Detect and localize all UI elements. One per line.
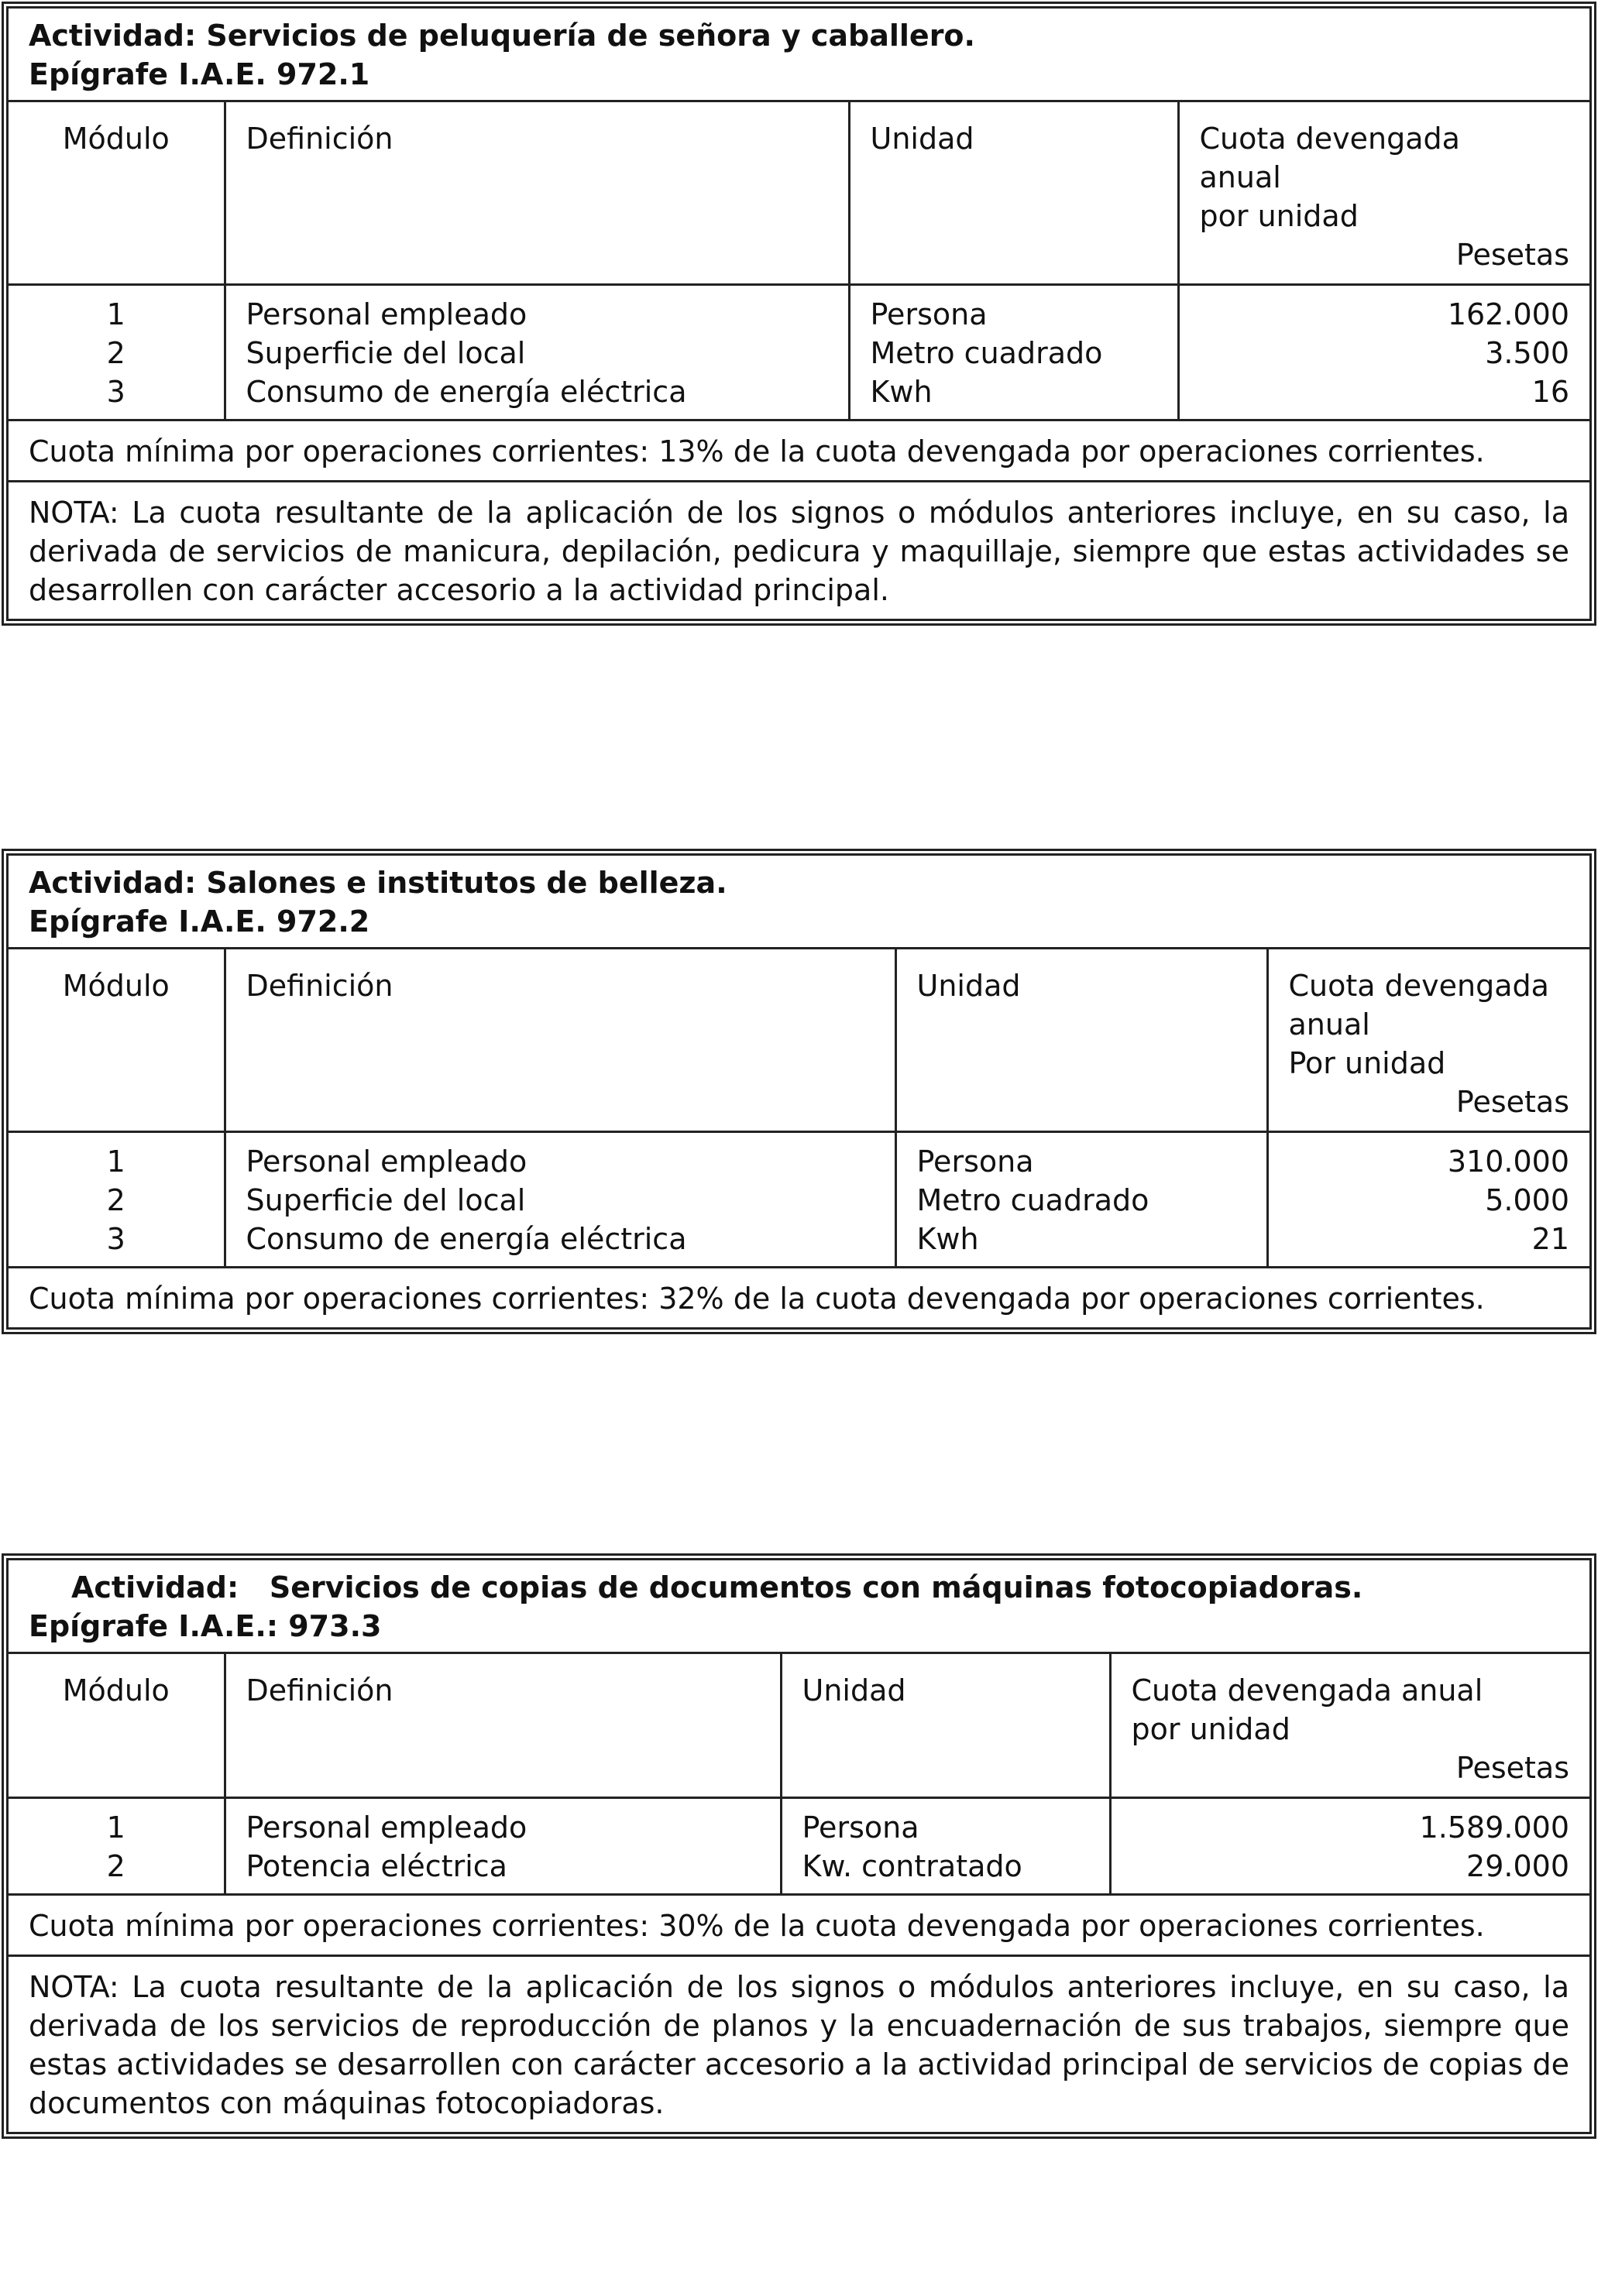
nota: NOTA: La cuota resultante de la aplicación de los signos o módulos anteriores incluye, en su caso, la derivada de servicios de manicura, depilación, pedicura y maquillaje, siempre que estas actividades se desarrollen con carácter accesorio a la actividad principal.: [9, 480, 1589, 619]
cell-definicion: Superficie del local: [246, 336, 526, 370]
cell-unidad: Kwh: [870, 375, 933, 409]
actividad-title: Actividad: Salones e institutos de belleza.: [29, 866, 727, 900]
cell-definicion: Superficie del local: [246, 1183, 526, 1217]
cell-cuota: 310.000: [1447, 1145, 1569, 1179]
cell-definicion: Consumo de energía eléctrica: [246, 1222, 687, 1256]
table-row: [9, 1132, 1589, 1267]
cell-definicion: Consumo de energía eléctrica: [246, 375, 687, 409]
col-modulo: Módulo: [9, 102, 225, 285]
col-unidad: Unidad: [895, 949, 1267, 1132]
column-headers: [9, 102, 1589, 285]
table-header: [9, 856, 1589, 949]
cell-definicion: Personal empleado: [246, 1145, 527, 1179]
col-cuota-line: Por unidad: [1288, 1046, 1446, 1080]
cell-unidad: Kwh: [916, 1222, 979, 1256]
cell-modulo: 2: [106, 1183, 125, 1217]
col-modulo: Módulo: [9, 1654, 225, 1798]
cell-unidad: Metro cuadrado: [916, 1183, 1149, 1217]
cell-definicion: Personal empleado: [246, 1810, 527, 1845]
col-unidad: Unidad: [781, 1654, 1110, 1798]
col-unidad: Unidad: [849, 102, 1178, 285]
table-header: [9, 1560, 1589, 1654]
cell-definicion: Potencia eléctrica: [246, 1849, 507, 1883]
col-cuota-line: Cuota devengada: [1199, 122, 1460, 156]
actividad-title: Actividad: Servicios de peluquería de señora y caballero.: [29, 19, 975, 53]
nota: NOTA: La cuota resultante de la aplicación de los signos o módulos anteriores incluye, en su caso, la derivada de los servicios de reproducción de planos y la encuadernación de sus trabajos, siempre que estas actividades se desarrollen con carácter accesorio a la actividad principal de servicios de copias de documentos con máquinas fotocopiadoras.: [9, 1955, 1589, 2132]
cell-modulo: 2: [106, 336, 125, 370]
cell-cuota: 1.589.000: [1419, 1810, 1569, 1845]
table-row: [9, 285, 1589, 420]
modules-table: [9, 102, 1589, 419]
col-cuota: [1267, 949, 1589, 1132]
cell-modulo: 1: [106, 1810, 125, 1845]
col-definicion: Definición: [225, 102, 849, 285]
table-header: [9, 9, 1589, 102]
col-cuota-line: por unidad: [1199, 199, 1359, 233]
cell-unidad: Persona: [916, 1145, 1034, 1179]
table-belleza: [6, 853, 1592, 1330]
cell-modulo: 1: [106, 297, 125, 331]
col-cuota-line: Cuota devengada anual: [1131, 1673, 1483, 1707]
col-cuota-line: por unidad: [1131, 1712, 1290, 1746]
table-fotocopias: [6, 1558, 1592, 2134]
epigrafe-label: Epígrafe I.A.E.: 973.3: [29, 1609, 382, 1643]
col-cuota-line: anual: [1288, 1007, 1370, 1042]
col-definicion: Definición: [225, 949, 895, 1132]
col-definicion: Definición: [225, 1654, 781, 1798]
col-pesetas: Pesetas: [1455, 238, 1569, 272]
cell-cuota: 29.000: [1466, 1849, 1569, 1883]
col-cuota-line: anual: [1199, 160, 1281, 194]
cuota-minima: Cuota mínima por operaciones corrientes: 30% de la cuota devengada por operaciones corrientes.: [9, 1893, 1589, 1955]
cell-modulo: 2: [106, 1849, 125, 1883]
col-cuota: [1110, 1654, 1589, 1798]
epigrafe-label: Epígrafe I.A.E. 972.2: [29, 904, 370, 939]
modules-table: [9, 949, 1589, 1266]
col-pesetas: Pesetas: [1455, 1085, 1569, 1119]
cell-cuota: 3.500: [1485, 336, 1569, 370]
epigrafe-label: Epígrafe I.A.E. 972.1: [29, 57, 370, 91]
column-headers: [9, 949, 1589, 1132]
cuota-minima: Cuota mínima por operaciones corrientes: 13% de la cuota devengada por operaciones corrientes.: [9, 419, 1589, 480]
cell-unidad: Persona: [870, 297, 988, 331]
cell-cuota: 5.000: [1485, 1183, 1569, 1217]
column-headers: [9, 1654, 1589, 1798]
col-pesetas: Pesetas: [1455, 1751, 1569, 1785]
cell-cuota: 162.000: [1447, 297, 1569, 331]
table-peluqueria: [6, 6, 1592, 621]
col-modulo: Módulo: [9, 949, 225, 1132]
cell-cuota: 16: [1531, 375, 1569, 409]
col-cuota: [1178, 102, 1589, 285]
cell-unidad: Kw. contratado: [802, 1849, 1022, 1883]
cell-unidad: Persona: [802, 1810, 919, 1845]
modules-table: [9, 1654, 1589, 1893]
cell-cuota: 21: [1531, 1222, 1569, 1256]
cell-modulo: 3: [106, 375, 125, 409]
actividad-title: Actividad: Servicios de copias de documentos con máquinas fotocopiadoras.: [71, 1570, 1363, 1604]
table-row: [9, 1798, 1589, 1894]
col-cuota-line: Cuota devengada: [1288, 969, 1549, 1003]
cell-unidad: Metro cuadrado: [870, 336, 1103, 370]
cell-definicion: Personal empleado: [246, 297, 527, 331]
cuota-minima: Cuota mínima por operaciones corrientes: 32% de la cuota devengada por operaciones corrientes.: [9, 1266, 1589, 1327]
cell-modulo: 1: [106, 1145, 125, 1179]
cell-modulo: 3: [106, 1222, 125, 1256]
